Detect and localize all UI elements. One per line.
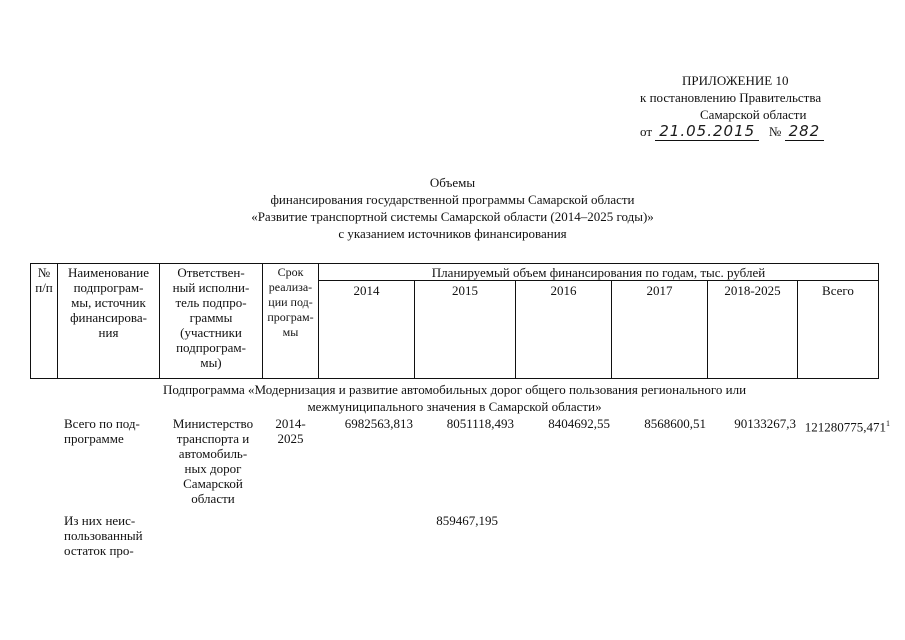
header-name-line: Наименование — [68, 265, 149, 280]
handwritten-date: 21.05.2015 — [655, 122, 759, 141]
annex-line-3: Самарской области — [700, 107, 807, 122]
header-term-line: Срок — [277, 265, 304, 279]
annex-title: ПРИЛОЖЕНИЕ 10 — [682, 73, 789, 88]
heading-line-1: Объемы — [429, 175, 476, 190]
annex-date-line — [640, 123, 870, 140]
row-term-line: 2025 — [277, 431, 304, 446]
header-term-line: реализа- — [268, 280, 313, 294]
value-2018-2025: 90133267,3 — [734, 416, 796, 431]
header-name — [57, 265, 160, 340]
row-name-line: остаток про- — [64, 543, 134, 558]
date-prefix: от — [640, 124, 653, 139]
header-year-2016: 2016 — [550, 283, 577, 298]
header-term — [262, 265, 319, 340]
header-term-line: мы — [282, 325, 299, 339]
header-name-line: мы, источник — [71, 295, 146, 310]
row-name-line: Всего по под- — [64, 416, 140, 431]
value-2014: 6982563,813 — [344, 416, 413, 431]
row-name-line: пользованный — [64, 528, 143, 543]
row-term — [262, 416, 319, 446]
heading-line-2: финансирования государственной программы Самарской области — [270, 192, 635, 207]
header-term-line: ции под- — [268, 295, 313, 309]
row-name-line: программе — [64, 431, 124, 446]
row-responsible-line: транспорта и — [176, 431, 250, 446]
heading-line-3: «Развитие транспортной системы Самарской области (2014–2025 годы)» — [251, 209, 654, 224]
row-responsible-line: Министерство — [172, 416, 254, 431]
row-name-line: Из них неис- — [64, 513, 136, 528]
header-name-line: подпрограм- — [73, 280, 144, 295]
subprogram-title-line: межмуниципального значения в Самарской области» — [307, 399, 602, 414]
header-responsible-line: подпрограм- — [176, 340, 246, 355]
header-responsible-line: мы) — [200, 355, 222, 370]
annex-block — [610, 72, 870, 140]
heading-line-4: с указанием источников финансирования — [338, 226, 567, 241]
row-term-line: 2014- — [275, 416, 306, 431]
subprogram-title — [30, 381, 879, 415]
row-responsible — [163, 416, 263, 506]
footnote-marker: 1 — [886, 419, 890, 428]
row-responsible-line: Самарской — [183, 476, 243, 491]
row-responsible-line: автомобиль- — [178, 446, 248, 461]
header-responsible-line: ный исполни- — [172, 280, 250, 295]
header-year-2015: 2015 — [452, 283, 478, 298]
value-2015: 859467,195 — [436, 513, 498, 528]
document-heading — [0, 174, 905, 242]
header-term-line: програм- — [267, 310, 314, 324]
row-responsible-line: ных дорог — [184, 461, 242, 476]
header-planned: Планируемый объем финансирования по годам, тыс. рублей — [431, 265, 766, 280]
value-total-number: 121280775,471 — [804, 419, 886, 435]
header-num — [30, 265, 58, 295]
annex-line-2: к постановлению Правительства — [640, 90, 822, 105]
row-name — [64, 513, 160, 558]
header-year-2018: 2018-2025 — [724, 283, 781, 298]
header-year-2014: 2014 — [353, 283, 380, 298]
row-name — [64, 416, 160, 446]
header-responsible-line: граммы — [189, 310, 233, 325]
value-2017: 8568600,51 — [644, 416, 706, 431]
header-num-line: № — [37, 265, 51, 280]
value-2016: 8404692,55 — [548, 416, 610, 431]
header-responsible-line: тель подпро- — [175, 295, 247, 310]
header-num-line: п/п — [35, 280, 53, 295]
value-2015: 8051118,493 — [446, 416, 514, 431]
header-name-line: финансирова- — [70, 310, 147, 325]
header-responsible-line: (участники — [180, 325, 242, 340]
subprogram-title-line: Подпрограмма «Модернизация и развитие автомобильных дорог общего пользования регионального или — [162, 382, 747, 397]
row-responsible-line: области — [191, 491, 235, 506]
header-name-line: ния — [98, 325, 119, 340]
header-year-2017: 2017 — [646, 283, 673, 298]
header-responsible-line: Ответствен- — [177, 265, 245, 280]
number-prefix: № — [768, 124, 782, 139]
value-total — [797, 416, 890, 434]
handwritten-number: 282 — [785, 122, 825, 141]
header-total: Всего — [822, 283, 854, 298]
header-responsible — [159, 265, 263, 370]
